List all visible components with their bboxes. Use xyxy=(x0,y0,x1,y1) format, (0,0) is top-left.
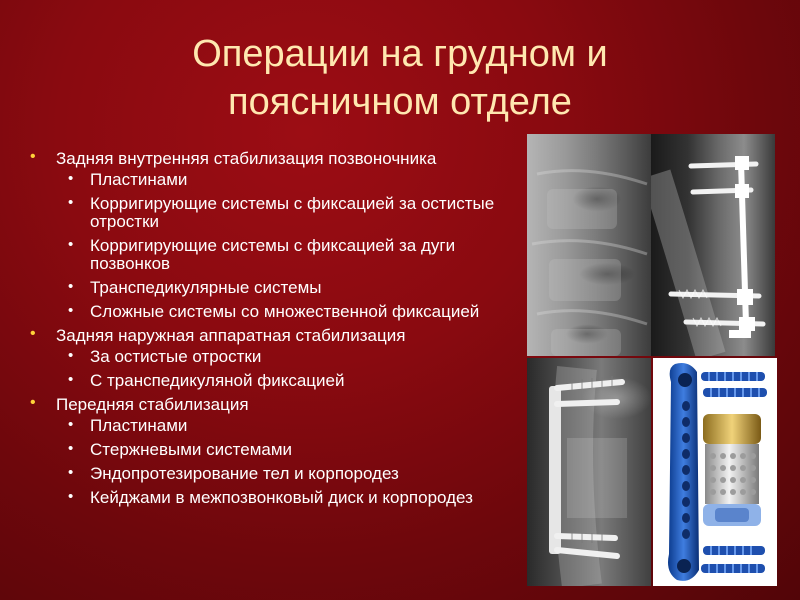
lateral-spine-xray-with-implants xyxy=(651,134,775,356)
list-item xyxy=(56,237,518,273)
xray-plate-drawing xyxy=(527,358,651,586)
list-item-text: С транспедикуляной фиксацией xyxy=(90,371,345,390)
bullet-dot-icon: • xyxy=(68,416,74,433)
section-label: Задняя наружная аппаратная стабилизация xyxy=(56,326,406,345)
list-item xyxy=(56,372,518,390)
list-item xyxy=(56,171,518,189)
list-item xyxy=(56,417,518,435)
list-item xyxy=(56,195,518,231)
section-label: Передняя стабилизация xyxy=(56,395,249,414)
list-item xyxy=(56,303,518,321)
list-item-text: Пластинами xyxy=(90,170,188,189)
sub-list xyxy=(56,348,518,390)
slide-title xyxy=(100,30,700,126)
bullet-dot-icon: • xyxy=(68,302,74,319)
bullet-dot-icon: • xyxy=(68,440,74,457)
list-item xyxy=(56,489,518,507)
list-item-text: Эндопротезирование тел и корпородез xyxy=(90,464,399,483)
bullet-dot-icon: • xyxy=(68,371,74,388)
list-item xyxy=(56,279,518,297)
list-item-text: Транспедикулярные системы xyxy=(90,278,322,297)
list-item-text: Пластинами xyxy=(90,416,188,435)
section-posterior-external xyxy=(28,327,518,390)
title-line-1: Операции на грудном и xyxy=(192,33,608,75)
list-item-text: Корригирующие системы с фиксацией за остистые отростки xyxy=(90,194,495,231)
bullet-dot-icon: • xyxy=(68,464,74,481)
section-posterior-internal xyxy=(28,150,518,321)
bullet-dot-icon: • xyxy=(68,278,74,295)
bullet-dot-icon: • xyxy=(68,236,74,253)
list-item xyxy=(56,465,518,483)
list-item-text: За остистые отростки xyxy=(90,347,262,366)
list-item-text: Кейджами в межпозвонковый диск и корпородез xyxy=(90,488,473,507)
xray-implants-drawing xyxy=(651,134,775,356)
list-item-text: Стержневыми системами xyxy=(90,440,293,459)
section-anterior xyxy=(28,396,518,507)
list-item xyxy=(56,348,518,366)
bullet-dot-icon: • xyxy=(68,488,74,505)
bullet-dot-icon: • xyxy=(30,325,36,342)
xray-preop-drawing xyxy=(527,134,651,356)
bullet-dot-icon: • xyxy=(68,347,74,364)
bullet-dot-icon: • xyxy=(30,148,36,165)
sub-list xyxy=(56,417,518,507)
anterior-plate-xray xyxy=(527,358,651,586)
anterior-plate-and-cage-implant xyxy=(653,358,777,586)
list-item-text: Корригирующие системы с фиксацией за дуги позвонков xyxy=(90,236,456,273)
bullet-dot-icon: • xyxy=(30,394,36,411)
section-label: Задняя внутренняя стабилизация позвоночника xyxy=(56,149,437,168)
sub-list xyxy=(56,171,518,321)
bullet-list xyxy=(28,150,518,513)
lateral-spine-xray-preop xyxy=(527,134,651,356)
implant-photo-drawing xyxy=(653,358,777,586)
bullet-dot-icon: • xyxy=(68,170,74,187)
title-line-2: поясничном отделе xyxy=(228,81,572,123)
list-item-text: Сложные системы со множественной фиксацией xyxy=(90,302,480,321)
bullet-dot-icon: • xyxy=(68,194,74,211)
list-item xyxy=(56,441,518,459)
